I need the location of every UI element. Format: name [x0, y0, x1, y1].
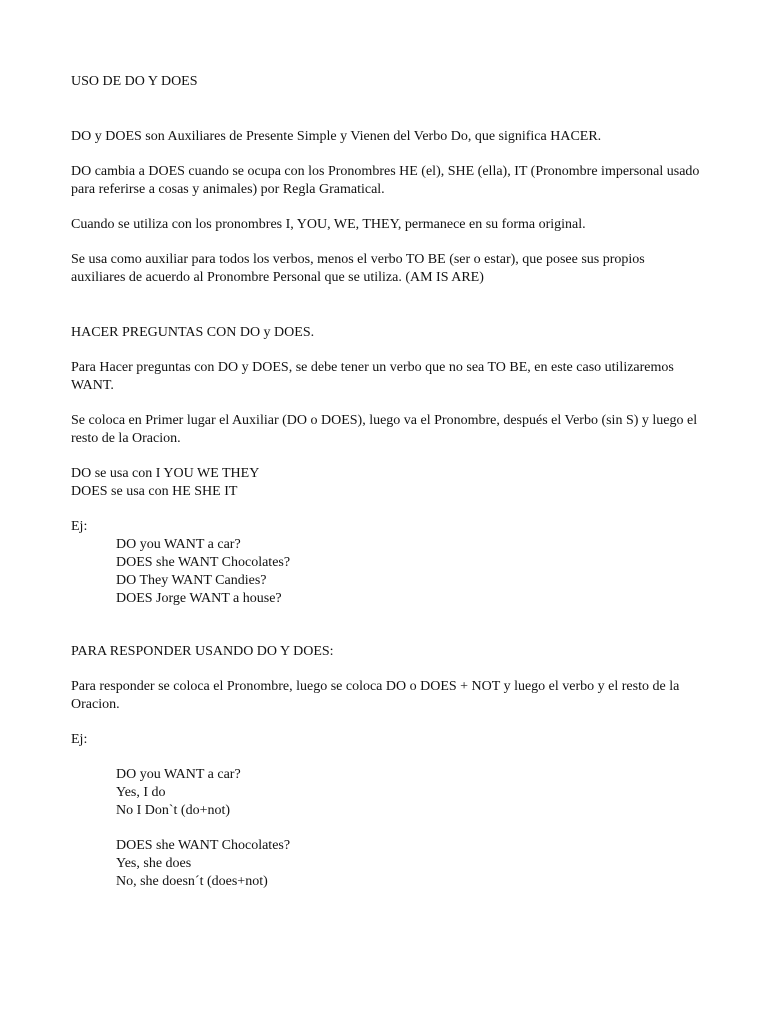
answers-paragraph-1: Para responder se coloca el Pronombre, luego se coloca DO o DOES + NOT y luego el verbo y el resto de la Oracion. — [71, 679, 680, 712]
intro-paragraph-3: Cuando se utiliza con los pronombres I, YOU, WE, THEY, permanece en su forma original. — [71, 217, 586, 232]
answer-examples-group-1 — [71, 766, 701, 820]
intro-paragraph-4: Se usa como auxiliar para todos los verbos, menos el verbo TO BE (ser o estar), que posee sus propios auxiliares de acuerdo al Pronombre Personal que se utiliza. (AM IS ARE) — [71, 252, 645, 285]
rule-does: DOES se usa con HE SHE IT — [71, 484, 238, 499]
questions-paragraph-1: Para Hacer preguntas con DO y DOES, se debe tener un verbo que no sea TO BE, en este caso utilizaremos WANT. — [71, 360, 674, 393]
example-line: DO you WANT a car? — [116, 537, 241, 552]
document-page — [71, 73, 701, 891]
example-label: Ej: — [71, 519, 88, 534]
example-line: DO They WANT Candies? — [116, 573, 267, 588]
intro-paragraph-1: DO y DOES son Auxiliares de Presente Simple y Vienen del Verbo Do, que significa HACER. — [71, 129, 602, 144]
question-examples-list — [71, 536, 701, 608]
intro-paragraph-2: DO cambia a DOES cuando se ocupa con los Pronombres HE (el), SHE (ella), IT (Pronombre impersonal usado para referirse a cosas y animales) por Regla Gramatical. — [71, 164, 700, 197]
questions-paragraph-2: Se coloca en Primer lugar el Auxiliar (DO o DOES), luego va el Pronombre, después el Verbo (sin S) y luego el resto de la Oracion. — [71, 413, 698, 446]
section-heading-answers: PARA RESPONDER USANDO DO Y DOES: — [71, 644, 334, 659]
example-line: DOES she WANT Chocolates? — [116, 555, 291, 570]
example-line: DOES Jorge WANT a house? — [116, 591, 282, 606]
example-line: Yes, I do — [116, 785, 166, 800]
example-line: No I Don`t (do+not) — [116, 803, 231, 818]
example-line: No, she doesn´t (does+not) — [116, 874, 268, 889]
example-line: Yes, she does — [116, 856, 192, 871]
document-title: USO DE DO Y DOES — [71, 74, 198, 89]
section-heading-questions: HACER PREGUNTAS CON DO y DOES. — [71, 325, 315, 340]
example-label: Ej: — [71, 732, 88, 747]
example-line: DOES she WANT Chocolates? — [116, 838, 291, 853]
example-line: DO you WANT a car? — [116, 767, 241, 782]
rule-do: DO se usa con I YOU WE THEY — [71, 466, 260, 481]
answer-examples-group-2 — [71, 837, 701, 891]
